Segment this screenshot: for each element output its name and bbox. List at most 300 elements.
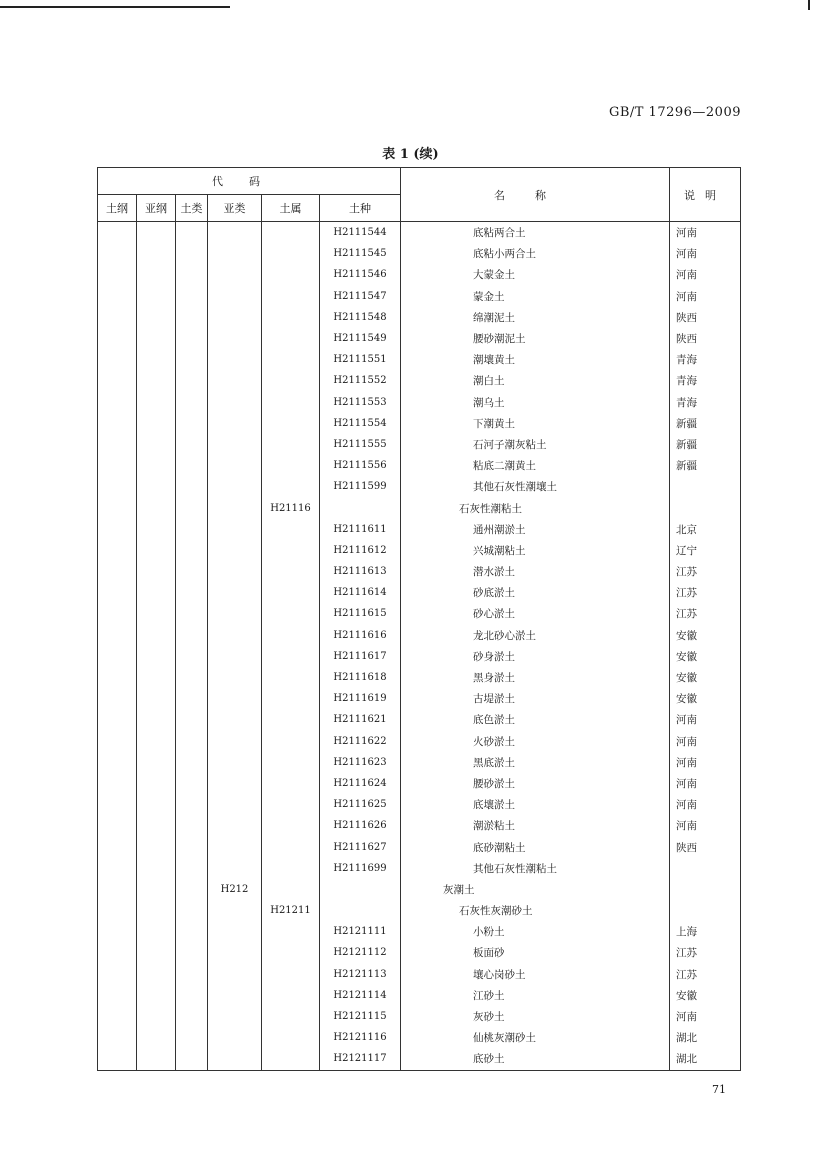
subgroup-cell xyxy=(208,625,262,646)
table-row xyxy=(98,1048,741,1070)
genus-cell xyxy=(262,773,320,794)
genus-cell xyxy=(262,964,320,985)
subgroup-cell xyxy=(208,667,262,688)
table-row xyxy=(98,985,741,1006)
order-cell xyxy=(98,773,137,794)
group-cell xyxy=(176,921,208,942)
table-row xyxy=(98,349,741,370)
table-row xyxy=(98,264,741,285)
note-cell xyxy=(670,858,741,879)
suborder-cell xyxy=(137,752,176,773)
subgroup-cell xyxy=(208,794,262,815)
genus-cell xyxy=(262,709,320,730)
subgroup-cell xyxy=(208,603,262,624)
note-cell: 陕西 xyxy=(670,836,741,857)
group-cell xyxy=(176,455,208,476)
suborder-cell xyxy=(137,1048,176,1070)
species-cell: H2111614 xyxy=(320,582,401,603)
subgroup-cell xyxy=(208,264,262,285)
genus-cell xyxy=(262,455,320,476)
note-cell: 北京 xyxy=(670,519,741,540)
order-cell xyxy=(98,603,137,624)
group-cell xyxy=(176,815,208,836)
species-cell: H2111612 xyxy=(320,540,401,561)
name-cell: 绵潮泥土 xyxy=(401,307,670,328)
table-row xyxy=(98,222,741,244)
genus-cell xyxy=(262,434,320,455)
name-cell: 底粘两合土 xyxy=(401,222,670,244)
genus-cell xyxy=(262,815,320,836)
subgroup-cell xyxy=(208,561,262,582)
subgroup-cell xyxy=(208,731,262,752)
order-cell xyxy=(98,243,137,264)
group-cell xyxy=(176,752,208,773)
code-group-header: 代码 xyxy=(98,168,401,195)
subgroup-cell xyxy=(208,836,262,857)
species-cell: H2121112 xyxy=(320,942,401,963)
genus-cell xyxy=(262,582,320,603)
suborder-cell xyxy=(137,603,176,624)
note-cell: 陕西 xyxy=(670,328,741,349)
table-row xyxy=(98,836,741,857)
subgroup-cell xyxy=(208,243,262,264)
genus-cell xyxy=(262,392,320,413)
order-cell xyxy=(98,1006,137,1027)
note-cell: 安徽 xyxy=(670,646,741,667)
group-cell xyxy=(176,328,208,349)
group-cell xyxy=(176,222,208,244)
genus-cell xyxy=(262,243,320,264)
suborder-cell xyxy=(137,561,176,582)
note-cell: 湖北 xyxy=(670,1048,741,1070)
suborder-cell xyxy=(137,328,176,349)
order-cell xyxy=(98,921,137,942)
name-cell: 蒙金土 xyxy=(401,286,670,307)
suborder-cell xyxy=(137,497,176,518)
note-cell: 新疆 xyxy=(670,413,741,434)
name-cell: 砂身淤土 xyxy=(401,646,670,667)
subgroup-cell xyxy=(208,413,262,434)
name-cell: 黑底淤土 xyxy=(401,752,670,773)
group-cell xyxy=(176,836,208,857)
name-cell: 下潮黄土 xyxy=(401,413,670,434)
suborder-cell xyxy=(137,540,176,561)
table-row xyxy=(98,667,741,688)
order-cell xyxy=(98,264,137,285)
subgroup-cell xyxy=(208,519,262,540)
suborder-cell xyxy=(137,519,176,540)
order-cell xyxy=(98,815,137,836)
species-cell: H2111544 xyxy=(320,222,401,244)
genus-cell xyxy=(262,752,320,773)
group-cell xyxy=(176,603,208,624)
species-cell: H2121111 xyxy=(320,921,401,942)
species-cell: H2111554 xyxy=(320,413,401,434)
order-cell xyxy=(98,370,137,391)
note-cell: 河南 xyxy=(670,709,741,730)
group-cell xyxy=(176,625,208,646)
table-row xyxy=(98,773,741,794)
note-cell: 安徽 xyxy=(670,667,741,688)
genus-cell xyxy=(262,879,320,900)
note-cell: 安徽 xyxy=(670,688,741,709)
species-cell xyxy=(320,879,401,900)
genus-cell xyxy=(262,731,320,752)
order-cell xyxy=(98,582,137,603)
name-cell: 底壤淤土 xyxy=(401,794,670,815)
subgroup-cell xyxy=(208,942,262,963)
table-row xyxy=(98,561,741,582)
group-cell xyxy=(176,985,208,1006)
species-cell: H2121114 xyxy=(320,985,401,1006)
genus-cell xyxy=(262,540,320,561)
group-cell xyxy=(176,582,208,603)
group-cell xyxy=(176,794,208,815)
order-cell xyxy=(98,328,137,349)
name-cell: 石灰性灰潮砂土 xyxy=(401,900,670,921)
genus-cell xyxy=(262,985,320,1006)
table-row xyxy=(98,731,741,752)
species-cell: H2111623 xyxy=(320,752,401,773)
note-cell: 江苏 xyxy=(670,561,741,582)
note-cell: 河南 xyxy=(670,243,741,264)
name-cell: 潮淤粘土 xyxy=(401,815,670,836)
name-cell: 龙北砂心淤土 xyxy=(401,625,670,646)
name-cell: 兴城潮粘土 xyxy=(401,540,670,561)
group-cell xyxy=(176,709,208,730)
table-row xyxy=(98,328,741,349)
order-cell xyxy=(98,286,137,307)
table-row xyxy=(98,370,741,391)
genus-cell xyxy=(262,561,320,582)
subgroup-cell xyxy=(208,222,262,244)
note-cell: 河南 xyxy=(670,794,741,815)
table-row xyxy=(98,921,741,942)
order-cell xyxy=(98,413,137,434)
table-row xyxy=(98,243,741,264)
note-cell: 江苏 xyxy=(670,964,741,985)
genus-cell xyxy=(262,286,320,307)
table-row xyxy=(98,942,741,963)
group-cell xyxy=(176,540,208,561)
genus-cell xyxy=(262,688,320,709)
name-cell: 古堤淤土 xyxy=(401,688,670,709)
name-cell: 底砂潮粘土 xyxy=(401,836,670,857)
subgroup-cell xyxy=(208,646,262,667)
table-row xyxy=(98,1006,741,1027)
note-cell: 青海 xyxy=(670,370,741,391)
species-cell: H2111546 xyxy=(320,264,401,285)
order-cell xyxy=(98,794,137,815)
suborder-cell xyxy=(137,964,176,985)
name-header: 名称 xyxy=(401,168,670,222)
name-cell: 潮壤黄土 xyxy=(401,349,670,370)
note-cell: 河南 xyxy=(670,815,741,836)
note-cell: 安徽 xyxy=(670,625,741,646)
species-cell: H2121116 xyxy=(320,1027,401,1048)
suborder-cell xyxy=(137,688,176,709)
name-cell: 灰潮土 xyxy=(401,879,670,900)
scan-artifact-mark xyxy=(808,0,810,10)
order-cell xyxy=(98,625,137,646)
note-cell xyxy=(670,900,741,921)
note-cell: 辽宁 xyxy=(670,540,741,561)
species-cell: H2111613 xyxy=(320,561,401,582)
subgroup-cell xyxy=(208,985,262,1006)
group-cell xyxy=(176,879,208,900)
species-cell: H2111547 xyxy=(320,286,401,307)
note-cell: 河南 xyxy=(670,264,741,285)
genus-cell xyxy=(262,603,320,624)
species-cell: H2111619 xyxy=(320,688,401,709)
order-cell xyxy=(98,752,137,773)
table-row xyxy=(98,307,741,328)
order-cell xyxy=(98,879,137,900)
group-cell xyxy=(176,349,208,370)
subgroup-cell xyxy=(208,392,262,413)
suborder-cell xyxy=(137,709,176,730)
subgroup-cell xyxy=(208,1048,262,1070)
name-cell: 壤心岗砂土 xyxy=(401,964,670,985)
table-title: 表 1 (续) xyxy=(382,147,439,162)
note-cell: 新疆 xyxy=(670,455,741,476)
suborder-cell xyxy=(137,625,176,646)
note-cell: 河南 xyxy=(670,752,741,773)
genus-cell xyxy=(262,1006,320,1027)
note-cell xyxy=(670,476,741,497)
table-row xyxy=(98,582,741,603)
note-cell: 江苏 xyxy=(670,603,741,624)
group-cell xyxy=(176,900,208,921)
name-cell: 腰砂淤土 xyxy=(401,773,670,794)
group-cell xyxy=(176,497,208,518)
name-cell: 石灰性潮粘土 xyxy=(401,497,670,518)
genus-cell xyxy=(262,921,320,942)
species-cell: H2111599 xyxy=(320,476,401,497)
suborder-cell xyxy=(137,307,176,328)
subgroup-cell xyxy=(208,709,262,730)
group-cell xyxy=(176,392,208,413)
name-cell: 潮乌土 xyxy=(401,392,670,413)
subgroup-cell xyxy=(208,540,262,561)
subgroup-cell xyxy=(208,349,262,370)
name-cell: 黑身淤土 xyxy=(401,667,670,688)
suborder-header: 亚纲 xyxy=(137,195,176,222)
suborder-cell xyxy=(137,667,176,688)
species-cell: H2111699 xyxy=(320,858,401,879)
order-cell xyxy=(98,688,137,709)
name-cell: 灰砂土 xyxy=(401,1006,670,1027)
genus-cell xyxy=(262,625,320,646)
subgroup-cell xyxy=(208,497,262,518)
suborder-cell xyxy=(137,921,176,942)
group-cell xyxy=(176,1027,208,1048)
subgroup-cell xyxy=(208,688,262,709)
subgroup-cell xyxy=(208,307,262,328)
note-cell: 青海 xyxy=(670,392,741,413)
note-cell: 河南 xyxy=(670,773,741,794)
subgroup-cell xyxy=(208,921,262,942)
species-cell: H2111626 xyxy=(320,815,401,836)
suborder-cell xyxy=(137,392,176,413)
species-cell: H2111553 xyxy=(320,392,401,413)
species-cell: H2111611 xyxy=(320,519,401,540)
subgroup-cell xyxy=(208,328,262,349)
order-cell xyxy=(98,858,137,879)
order-cell xyxy=(98,667,137,688)
group-cell xyxy=(176,1006,208,1027)
table-row xyxy=(98,455,741,476)
species-cell: H2111548 xyxy=(320,307,401,328)
genus-cell xyxy=(262,413,320,434)
name-cell: 江砂土 xyxy=(401,985,670,1006)
species-cell xyxy=(320,900,401,921)
name-cell: 砂底淤土 xyxy=(401,582,670,603)
note-cell: 上海 xyxy=(670,921,741,942)
genus-cell xyxy=(262,667,320,688)
genus-cell xyxy=(262,1027,320,1048)
genus-cell: H21116 xyxy=(262,497,320,518)
species-cell: H2111624 xyxy=(320,773,401,794)
species-cell: H2121115 xyxy=(320,1006,401,1027)
name-cell: 砂心淤土 xyxy=(401,603,670,624)
species-cell: H2111552 xyxy=(320,370,401,391)
note-cell: 河南 xyxy=(670,286,741,307)
table-row xyxy=(98,646,741,667)
note-cell: 河南 xyxy=(670,1006,741,1027)
subgroup-cell xyxy=(208,900,262,921)
suborder-cell xyxy=(137,264,176,285)
note-cell: 新疆 xyxy=(670,434,741,455)
order-cell xyxy=(98,836,137,857)
species-cell: H2111555 xyxy=(320,434,401,455)
species-cell: H2111616 xyxy=(320,625,401,646)
suborder-cell xyxy=(137,879,176,900)
group-cell xyxy=(176,243,208,264)
subgroup-cell xyxy=(208,752,262,773)
name-cell: 底砂土 xyxy=(401,1048,670,1070)
note-cell xyxy=(670,879,741,900)
table-row xyxy=(98,603,741,624)
order-cell xyxy=(98,349,137,370)
name-cell: 底粘小两合土 xyxy=(401,243,670,264)
genus-cell xyxy=(262,476,320,497)
order-cell xyxy=(98,1048,137,1070)
standard-id: GB/T 17296—2009 xyxy=(608,105,741,120)
order-cell xyxy=(98,497,137,518)
order-cell xyxy=(98,900,137,921)
species-cell: H2111556 xyxy=(320,455,401,476)
suborder-cell xyxy=(137,836,176,857)
name-cell: 底色淤土 xyxy=(401,709,670,730)
suborder-cell xyxy=(137,1006,176,1027)
name-cell: 大蒙金土 xyxy=(401,264,670,285)
name-cell: 板面砂 xyxy=(401,942,670,963)
table-row xyxy=(98,519,741,540)
genus-cell xyxy=(262,328,320,349)
genus-cell xyxy=(262,1048,320,1070)
genus-cell xyxy=(262,858,320,879)
order-cell xyxy=(98,731,137,752)
table-row xyxy=(98,497,741,518)
table-row xyxy=(98,688,741,709)
table-row xyxy=(98,1027,741,1048)
subgroup-cell: H212 xyxy=(208,879,262,900)
species-cell: H2111545 xyxy=(320,243,401,264)
suborder-cell xyxy=(137,985,176,1006)
table-row xyxy=(98,752,741,773)
name-cell: 粘底二潮黄土 xyxy=(401,455,670,476)
suborder-cell xyxy=(137,243,176,264)
suborder-cell xyxy=(137,476,176,497)
name-cell: 其他石灰性潮粘土 xyxy=(401,858,670,879)
order-cell xyxy=(98,709,137,730)
suborder-cell xyxy=(137,349,176,370)
note-header: 说明 xyxy=(670,168,741,222)
genus-cell xyxy=(262,222,320,244)
note-cell: 陕西 xyxy=(670,307,741,328)
group-cell xyxy=(176,307,208,328)
group-cell xyxy=(176,688,208,709)
table-row xyxy=(98,900,741,921)
name-cell: 潜水淤土 xyxy=(401,561,670,582)
page-number: 71 xyxy=(712,1083,726,1096)
group-cell xyxy=(176,561,208,582)
subgroup-cell xyxy=(208,815,262,836)
subgroup-cell xyxy=(208,964,262,985)
genus-cell xyxy=(262,519,320,540)
subgroup-cell xyxy=(208,434,262,455)
suborder-cell xyxy=(137,646,176,667)
species-cell: H2111621 xyxy=(320,709,401,730)
group-cell xyxy=(176,964,208,985)
suborder-cell xyxy=(137,370,176,391)
suborder-cell xyxy=(137,582,176,603)
table-row xyxy=(98,286,741,307)
scan-artifact-line xyxy=(0,6,230,8)
name-cell: 其他石灰性潮壤土 xyxy=(401,476,670,497)
subgroup-cell xyxy=(208,858,262,879)
order-cell xyxy=(98,476,137,497)
genus-cell xyxy=(262,836,320,857)
note-cell xyxy=(670,497,741,518)
species-cell: H2111549 xyxy=(320,328,401,349)
species-cell: H2111615 xyxy=(320,603,401,624)
order-cell xyxy=(98,942,137,963)
subgroup-cell xyxy=(208,1006,262,1027)
subgroup-cell xyxy=(208,582,262,603)
name-cell: 石河子潮灰粘土 xyxy=(401,434,670,455)
group-cell xyxy=(176,413,208,434)
suborder-cell xyxy=(137,815,176,836)
order-header: 土纲 xyxy=(98,195,137,222)
name-cell: 腰砂潮泥土 xyxy=(401,328,670,349)
group-cell xyxy=(176,1048,208,1070)
subgroup-cell xyxy=(208,370,262,391)
group-cell xyxy=(176,286,208,307)
table-row xyxy=(98,879,741,900)
suborder-cell xyxy=(137,434,176,455)
order-cell xyxy=(98,434,137,455)
subgroup-cell xyxy=(208,286,262,307)
order-cell xyxy=(98,646,137,667)
note-cell: 安徽 xyxy=(670,985,741,1006)
note-cell: 江苏 xyxy=(670,942,741,963)
genus-cell xyxy=(262,264,320,285)
order-cell xyxy=(98,540,137,561)
genus-cell: H21211 xyxy=(262,900,320,921)
note-cell: 青海 xyxy=(670,349,741,370)
